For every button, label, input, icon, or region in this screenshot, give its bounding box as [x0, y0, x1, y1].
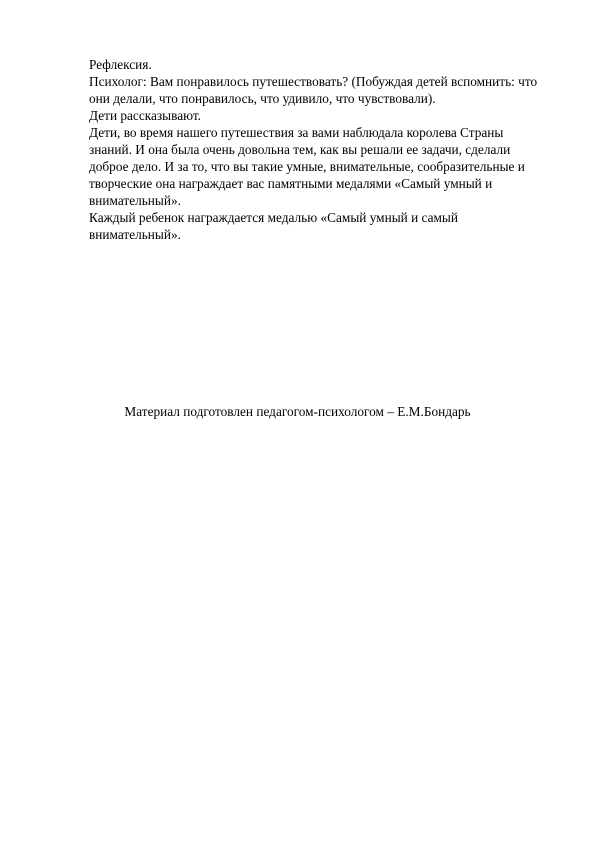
- author-signature: Материал подготовлен педагогом-психологом – Е.М.Бондарь: [124, 404, 471, 419]
- paragraph-psychologist-question: Психолог: Вам понравилось путешествовать? (Побуждая детей вспомнить: что они делали, что понравилось, что удивило, что чувствовали).: [89, 74, 538, 106]
- paragraph-heading: Рефлексия.: [89, 57, 152, 72]
- document-body: [89, 56, 541, 243]
- paragraph-children-answer: Дети рассказывают.: [89, 108, 201, 123]
- paragraph-queen-award: Дети, во время нашего путешествия за вами наблюдала королева Страны знаний. И она была очень довольна тем, как вы решали ее задачи, сделали доброе дело. И за то, что вы такие умные, внимательные, сообразительные и творческие она награждает вас памятными медалями «Самый умный и внимательный».: [89, 125, 525, 208]
- paragraph-medal: Каждый ребенок награждается медалью «Самый умный и самый внимательный».: [89, 210, 458, 242]
